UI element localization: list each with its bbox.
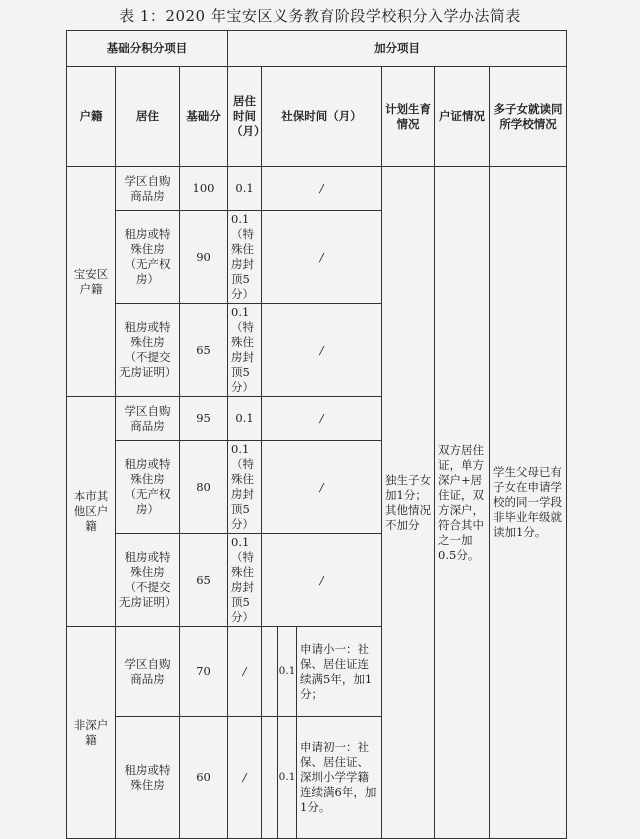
residence-time-cell: 0.1 [228,397,262,441]
spacer-cell [262,717,278,839]
basic-group-header: 基础分积分项目 [67,31,228,67]
social-note-cell: 申请初一：社保、居住证、深圳小学学籍连续满6年，加1分。 [297,717,382,839]
social-time-cell: / [262,304,382,397]
header-base-score: 基础分 [180,67,228,167]
spacer-cell [262,627,278,717]
points-table [66,30,567,839]
residence-time-cell: / [228,627,262,717]
page-title: 表 1：2020 年宝安区义务教育阶段学校积分入学办法简表 [119,7,521,25]
residence-time-cell: 0.1（特殊住房封顶5分） [228,304,262,397]
hukou-cert-cell: 双方居住证，单方深户+居住证，双方深户，符合其中之一加0.5分。 [435,167,490,839]
residence-time-cell: / [228,717,262,839]
header-hukou: 户籍 [67,67,116,167]
header-family-plan: 计划生育情况 [382,67,435,167]
social-value-cell: 0.1 [278,627,297,717]
siblings-cell: 学生父母已有子女在申请学校的同一学段非毕业年级就读加1分。 [490,167,567,839]
header-residence: 居住 [116,67,180,167]
residence-cell: 租房或特殊住房（无产权房） [116,211,180,304]
social-time-cell: / [262,441,382,534]
residence-cell: 租房或特殊住房 [116,717,180,839]
residence-cell: 学区自购商品房 [116,627,180,717]
residence-time-cell: 0.1 [228,167,262,211]
base-score-cell: 80 [180,441,228,534]
residence-cell: 租房或特殊住房（无产权房） [116,441,180,534]
base-score-cell: 90 [180,211,228,304]
social-note-cell: 申请小一：社保、居住证连续满5年，加1分； [297,627,382,717]
category-non-shenzhen: 非深户籍 [67,627,116,839]
family-plan-cell: 独生子女加1分；其他情况不加分 [382,167,435,839]
residence-time-cell: 0.1（特殊住房封顶5分） [228,441,262,534]
residence-cell: 租房或特殊住房（不提交无房证明） [116,534,180,627]
base-score-cell: 100 [180,167,228,211]
social-value-cell: 0.1 [278,717,297,839]
header-residence-time: 居住时间（月） [228,67,262,167]
base-score-cell: 60 [180,717,228,839]
residence-time-cell: 0.1（特殊住房封顶5分） [228,534,262,627]
residence-cell: 学区自购商品房 [116,167,180,211]
header-hukou-cert: 户证情况 [435,67,490,167]
social-time-cell: / [262,397,382,441]
extra-group-header: 加分项目 [228,31,567,67]
category-baoan: 宝安区户籍 [67,167,116,397]
base-score-cell: 70 [180,627,228,717]
header-social-time: 社保时间（月） [262,67,382,167]
header-siblings: 多子女就读同所学校情况 [490,67,567,167]
residence-cell: 租房或特殊住房（不提交无房证明） [116,304,180,397]
base-score-cell: 95 [180,397,228,441]
residence-time-cell: 0.1（特殊住房封顶5分） [228,211,262,304]
category-other-district: 本市其他区户籍 [67,397,116,627]
base-score-cell: 65 [180,304,228,397]
social-time-cell: / [262,534,382,627]
residence-cell: 学区自购商品房 [116,397,180,441]
social-time-cell: / [262,167,382,211]
social-time-cell: / [262,211,382,304]
base-score-cell: 65 [180,534,228,627]
